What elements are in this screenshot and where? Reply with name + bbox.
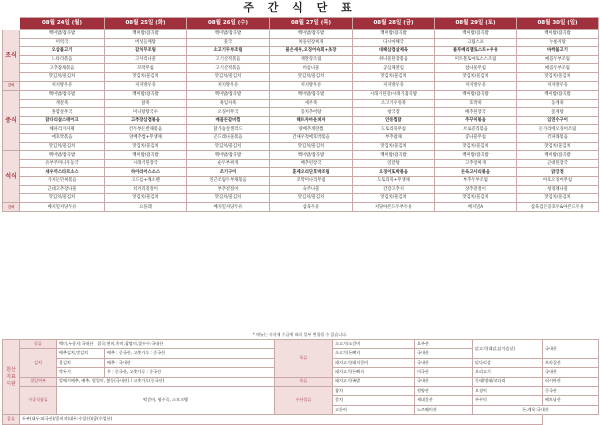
menu-cell: 저지방우유 bbox=[20, 81, 105, 91]
menu-cell: 꽁치추어탕 bbox=[270, 108, 353, 117]
menu-cell: 맛김치/물김치 bbox=[353, 142, 435, 151]
origin-value: 떡갈비, 핑수즉, 스모크햄 bbox=[57, 386, 275, 414]
main-dish: 닭다리살스테이크 bbox=[45, 118, 79, 124]
menu-cell: 백미밥/잡곡밥 bbox=[105, 151, 187, 160]
menu-cell: 백미밥/잡곡밥 bbox=[270, 151, 353, 160]
breakfast-label: 조식 bbox=[3, 30, 20, 82]
main-dish: 소고기두부조림 bbox=[213, 48, 243, 54]
meal-row bbox=[3, 194, 599, 203]
menu-cell: 백미밥/잡곡밥 bbox=[517, 91, 599, 100]
main-dish: 붉은새우,오징어숙회+초장 bbox=[285, 48, 337, 54]
origin-country: 원양산 bbox=[415, 386, 473, 395]
menu-cell: 브로콜리볶음 bbox=[435, 125, 517, 134]
menu-cell: 맛김치/물김치 bbox=[105, 142, 187, 151]
menu-cell: 얼갈탕 bbox=[353, 159, 435, 168]
menu-cell: 베지밀저당두유 bbox=[20, 202, 105, 212]
meal-row bbox=[3, 185, 599, 194]
origin-country: 세네갈산 bbox=[415, 396, 473, 405]
meal-row bbox=[3, 159, 599, 168]
menu-cell bbox=[517, 116, 599, 125]
menu-cell: 차돌된장찌개 bbox=[270, 38, 353, 47]
menu-cell: 백미밥/잡곡밥 bbox=[20, 151, 105, 160]
menu-cell: 근대된장국 bbox=[517, 159, 599, 168]
menu-cell: 간새우젓애호박볶음 bbox=[270, 134, 353, 143]
origin-item: 오징어 bbox=[473, 386, 543, 395]
menu-cell: 해파리겨자채 bbox=[20, 125, 105, 134]
day-header: 08월 26일 (수) bbox=[187, 18, 270, 30]
origin-country: 러시아산 bbox=[543, 377, 599, 386]
menu-cell: 부추두부조림 bbox=[435, 177, 517, 186]
origin-item: 동태/명태/코다리 bbox=[473, 377, 543, 386]
menu-cell: 매콤두부조림 bbox=[517, 64, 599, 73]
menu-cell: 맛김치/물김치 bbox=[270, 142, 353, 151]
origin-item: 소고기/소갈비 bbox=[333, 340, 415, 349]
menu-cell bbox=[105, 168, 187, 177]
main-dish: 오삼불고기 bbox=[51, 48, 73, 54]
menu-cell: 저지방우유 bbox=[517, 81, 599, 91]
menu-cell: 누룽지탕 bbox=[517, 38, 599, 47]
menu-cell: 백미밥/잡곡밥 bbox=[435, 30, 517, 39]
day-header: 08월 27일 (목) bbox=[270, 18, 353, 30]
origin-item: 참치 bbox=[333, 386, 415, 395]
day-header: 08월 24일 (월) bbox=[20, 18, 105, 30]
menu-cell: 맛김치/물김치 bbox=[20, 72, 105, 81]
menu-cell: 백미밥/잡곡밥 bbox=[20, 30, 105, 39]
main-dish: 해뜨자마운퍼자 bbox=[296, 118, 326, 124]
menu-cell: 청국장 bbox=[353, 108, 435, 117]
menu-cell: 계란장조림 bbox=[270, 55, 353, 64]
menu-cell: 저지방우유 bbox=[187, 81, 270, 91]
snack-row bbox=[3, 81, 599, 91]
menu-cell: 상추겉절이 bbox=[435, 185, 517, 194]
snack2-label: 간식 bbox=[3, 202, 20, 212]
main-dish: 갈치무조림 bbox=[135, 48, 156, 54]
origin-country: 국내산 bbox=[543, 340, 599, 359]
menu-cell: 백미밥/잡곡밥 bbox=[20, 91, 105, 100]
menu-cell bbox=[270, 116, 353, 125]
menu-cell: 맛김치/물김치 bbox=[353, 72, 435, 81]
menu-cell: 느타리볶음 bbox=[20, 55, 105, 64]
menu-cell: 삼육두유 bbox=[270, 202, 353, 212]
menu-change-note: * 메뉴는 식자재 수급에 따라 일부 변경될 수 있습니다. bbox=[252, 332, 348, 337]
origin-label-kimchi: 김치 bbox=[20, 349, 57, 377]
menu-cell: 고추잡채볶음 bbox=[20, 64, 105, 73]
menu-cell: 저지방우유 bbox=[353, 81, 435, 91]
origin-item: 닭다리살 bbox=[473, 358, 543, 367]
main-dish: 블루베리잼토스트+우유 bbox=[452, 48, 499, 54]
menu-cell: 맛김치/물김치 bbox=[187, 142, 270, 151]
menu-cell bbox=[435, 116, 517, 125]
menu-cell: 양배추쌈+무생채 bbox=[105, 134, 187, 143]
origin-item: 소고기/돈뼈지 bbox=[333, 349, 415, 358]
meal-row bbox=[3, 91, 599, 100]
meal-row bbox=[3, 108, 599, 117]
main-dish: 대패삼겹살제육 bbox=[378, 48, 409, 54]
menu-cell: 백미밥/잡곡밥 bbox=[435, 151, 517, 160]
menu-cell: 백미밥/잡곡밥 bbox=[187, 91, 270, 100]
origin-item: 물김치 bbox=[57, 358, 105, 367]
menu-cell: 뭇국 bbox=[187, 38, 270, 47]
origin-value: 두부(대두:외국산)/콩비지(대두:수입산)/콩(수입산) bbox=[20, 415, 543, 424]
origin-value: 알배기배추, 배추, 열얼이, 봄동(국내산) / 고춧가루(중국산) bbox=[57, 377, 275, 386]
menu-cell: 백미밥/잡곡밥 bbox=[105, 91, 187, 100]
origin-label-seafood: 수산물류 bbox=[275, 386, 333, 414]
menu-cell: 맛김치/물김치 bbox=[517, 194, 599, 203]
meal-row bbox=[3, 99, 599, 108]
menu-cell: 부추잡채 bbox=[353, 134, 435, 143]
menu-cell: 백미밥/잡곡밥 bbox=[187, 151, 270, 160]
menu-cell: 고기산적볶음 bbox=[187, 64, 270, 73]
menu-cell bbox=[20, 168, 105, 177]
menu-cell: 소고기우엉죽 bbox=[353, 99, 435, 108]
origin-label-meat: 육류 bbox=[275, 340, 333, 378]
main-dish: 안동찜닭 bbox=[385, 118, 402, 124]
origin-side-label: 원산지표시판 bbox=[3, 340, 20, 415]
menu-cell bbox=[435, 47, 517, 56]
menu-cell: 매콤두부조림 bbox=[517, 55, 599, 64]
menu-cell: 흑임자죽 bbox=[187, 99, 270, 108]
origin-country: 브라질산 bbox=[543, 358, 599, 367]
main-dish: 조기구이 bbox=[219, 169, 237, 175]
menu-cell: 건두부돈반채볶음 bbox=[105, 125, 187, 134]
menu-cell: 맛김치/물김치 bbox=[435, 194, 517, 203]
origin-label-rice: 곡류 bbox=[20, 340, 57, 349]
menu-cell: 배추된장국 bbox=[270, 159, 353, 168]
origin-country: 노르웨이산 bbox=[415, 405, 473, 414]
menu-cell: 고드름+깨소렌 bbox=[105, 177, 187, 186]
origin-country: 국내산 bbox=[415, 349, 473, 358]
origin-label-processed: 가공식품류 bbox=[20, 386, 57, 414]
menu-cell: 꽃게탕 bbox=[517, 108, 599, 117]
menu-cell bbox=[105, 116, 187, 125]
menu-cell bbox=[105, 47, 187, 56]
menu-cell: 요플레 bbox=[105, 202, 187, 212]
menu-cell: 맛김치/물김치 bbox=[105, 194, 187, 203]
meal-row bbox=[3, 142, 599, 151]
menu-cell: 백미밥/잡곡밥 bbox=[517, 30, 599, 39]
menu-cell: 닭죽 bbox=[105, 99, 187, 108]
meal-row bbox=[3, 134, 599, 143]
menu-cell: 백미밥/잡곡밥 bbox=[353, 151, 435, 160]
main-dish: 하이라이스소스 bbox=[130, 169, 161, 175]
lunch-label: 중식 bbox=[3, 91, 20, 151]
menu-cell: 저당아몬드두부두유 bbox=[353, 202, 435, 212]
origin-value: 돈,계육:국내산 bbox=[473, 405, 599, 414]
origin-country: 중국산 bbox=[543, 386, 599, 395]
main-dish: 닭강정 bbox=[551, 169, 564, 175]
menu-cell: 유부주머니우동국 bbox=[20, 159, 105, 168]
main-dish: 고추장삼겹볶음 bbox=[130, 118, 161, 124]
origin-table bbox=[2, 339, 599, 425]
origin-label-meat: 육류 bbox=[275, 377, 333, 386]
menu-cell bbox=[353, 47, 435, 56]
menu-cell: 공심채찰임 bbox=[353, 64, 435, 73]
origin-country: 호주산 bbox=[415, 340, 473, 349]
main-dish: 주꾸미볶음 bbox=[465, 118, 486, 124]
menu-cell bbox=[270, 168, 353, 177]
menu-cell: 백미밥/잡곡밥 bbox=[105, 30, 187, 39]
menu-cell: 백미밥/잡곡밥 bbox=[435, 91, 517, 100]
menu-cell: 고기산적볶음 bbox=[187, 55, 270, 64]
menu-cell: 맛김치/물김치 bbox=[270, 72, 353, 81]
main-dish: 오징어또박볶음 bbox=[378, 169, 409, 175]
menu-cell: 버섯들깨탕 bbox=[105, 38, 187, 47]
origin-country: 국내산 bbox=[415, 358, 473, 367]
menu-cell bbox=[270, 47, 353, 56]
meal-row bbox=[3, 55, 599, 64]
page-title: 주 간 식 단 표 bbox=[243, 1, 357, 14]
menu-cell bbox=[517, 47, 599, 56]
menu-cell: 참나물무침 bbox=[435, 64, 517, 73]
menu-cell: 순두부찌개 bbox=[187, 159, 270, 168]
menu-cell: 비름나물 bbox=[270, 64, 353, 73]
menu-cell: 치커리겉절이 bbox=[105, 185, 187, 194]
menu-cell: 맛김치/물김치 bbox=[435, 72, 517, 81]
origin-item: 깍두기 bbox=[57, 368, 105, 377]
main-dish: 임연수구이 bbox=[547, 118, 568, 124]
meal-row bbox=[3, 177, 599, 186]
meal-row bbox=[3, 38, 599, 47]
main-dish: 새우까스타르소스 bbox=[45, 169, 79, 175]
weekly-menu-table bbox=[2, 17, 599, 212]
corner-cell bbox=[3, 18, 20, 30]
menu-cell: 백미밥/잡곡밥 bbox=[270, 91, 353, 100]
menu-cell: 배추된장국 bbox=[435, 108, 517, 117]
menu-cell: 고추장찌개 bbox=[435, 159, 517, 168]
origin-item: 고등어 bbox=[333, 405, 415, 414]
menu-cell: 맛김치/물김치 bbox=[20, 142, 105, 151]
menu-cell: 미역국 bbox=[20, 38, 105, 47]
origin-value: 백미,누룽지:국내산 잡곡:현미,흑미,찹쌀미,찰수수:국내산 bbox=[57, 340, 275, 349]
meal-row bbox=[3, 30, 599, 39]
main-dish: 돈육고사리볶음 bbox=[460, 169, 491, 175]
menu-cell: 도토리묵무침 bbox=[353, 125, 435, 134]
origin-value: 무 : 중국산, 고춧가루 : 중국산 bbox=[105, 368, 275, 377]
menu-cell bbox=[353, 116, 435, 125]
origin-item: 돼지고기/족발 bbox=[333, 377, 415, 386]
menu-cell: 맛김치/물김치 bbox=[517, 142, 599, 151]
menu-cell: 꼬막미나리무침 bbox=[270, 177, 353, 186]
menu-cell: 양배추계란찜 bbox=[270, 125, 353, 134]
menu-cell: 삼육검은콩호두&아몬드두유 bbox=[517, 202, 599, 212]
menu-cell: 맛김치/물김치 bbox=[187, 72, 270, 81]
menu-cell: 아호오징어무침 bbox=[517, 177, 599, 186]
meal-row bbox=[3, 116, 599, 125]
origin-item: 돼지고기/돼지갈비 bbox=[333, 358, 415, 367]
day-header: 08월 29일 (토) bbox=[435, 18, 517, 30]
menu-cell: 호박죽 bbox=[435, 99, 517, 108]
menu-cell: 청경채나물 bbox=[517, 185, 599, 194]
menu-cell bbox=[517, 168, 599, 177]
menu-cell: 계살죽 bbox=[20, 99, 105, 108]
menu-cell: 도토리묵+무생채 bbox=[353, 177, 435, 186]
menu-cell: 베지밀A bbox=[435, 202, 517, 212]
origin-item: 닭고기(대닭,닭가슴살) bbox=[473, 340, 543, 359]
menu-cell: 크림스프 bbox=[435, 38, 517, 47]
menu-cell: 맛김치/물김치 bbox=[270, 194, 353, 203]
menu-cell: 애호박볶음 bbox=[20, 134, 105, 143]
snack-row bbox=[3, 202, 599, 212]
menu-cell: 백미밥/잡곡밥 bbox=[353, 30, 435, 39]
main-dish: 훈제오리단호박조림 bbox=[292, 169, 330, 175]
origin-country: 국내산 bbox=[543, 368, 599, 377]
menu-cell: 미니탕탕국수 bbox=[105, 108, 187, 117]
menu-cell: 부추겉절이 bbox=[187, 185, 270, 194]
origin-item: 오리고기 bbox=[473, 368, 543, 377]
menu-cell bbox=[353, 168, 435, 177]
meal-row bbox=[3, 64, 599, 73]
dinner-label: 석식 bbox=[3, 151, 20, 203]
menu-cell: 꼬막무침 bbox=[105, 64, 187, 73]
day-header: 08월 30일 (일) bbox=[517, 18, 599, 30]
origin-item: 주꾸미 bbox=[473, 396, 543, 405]
origin-label-stew: 절일여부 bbox=[20, 377, 57, 386]
menu-cell: 다시마해국 bbox=[353, 38, 435, 47]
origin-value: 배추 : 국내산 bbox=[105, 358, 275, 367]
origin-country: 베트남산 bbox=[543, 396, 599, 405]
menu-cell: 가지돈민찌볶음 bbox=[20, 177, 105, 186]
menu-cell: 닭가슴살셀러드 bbox=[187, 125, 270, 134]
origin-item: 돼지고기/돈뼈지 bbox=[333, 368, 415, 377]
menu-cell: 취나물된장볶음 bbox=[353, 55, 435, 64]
menu-cell: 연근조림두부채볶음 bbox=[187, 177, 270, 186]
menu-cell: 시래기된장/시래기잡곡밥 bbox=[353, 91, 435, 100]
menu-cell bbox=[187, 47, 270, 56]
meal-row bbox=[3, 72, 599, 81]
menu-cell: 저지방우유 bbox=[435, 81, 517, 91]
menu-cell: 맛김치/물김치 bbox=[353, 194, 435, 203]
meal-row bbox=[3, 168, 599, 177]
menu-cell: 베지밀저당두유 bbox=[187, 202, 270, 212]
day-header: 08월 28일 (금) bbox=[353, 18, 435, 30]
menu-cell bbox=[187, 116, 270, 125]
menu-cell bbox=[20, 116, 105, 125]
menu-cell: 맛김치/물김치 bbox=[20, 194, 105, 203]
menu-cell: 맛김치/물김치 bbox=[105, 72, 187, 81]
main-dish: 바싹불고기 bbox=[547, 48, 568, 54]
menu-cell: 곤드레나물볶음 bbox=[187, 134, 270, 143]
menu-cell: 맛김치/물김치 bbox=[517, 72, 599, 81]
menu-cell: 새우죽 bbox=[270, 99, 353, 108]
day-header: 08월 25일 (화) bbox=[105, 18, 187, 30]
menu-cell: 돈가리에오징어조림 bbox=[517, 125, 599, 134]
menu-cell: 맛김치/물김치 bbox=[435, 142, 517, 151]
menu-cell: 근대고추장나물 bbox=[20, 185, 105, 194]
menu-cell: 홍합살무국 bbox=[20, 108, 105, 117]
menu-cell: 미트볼토마토소스조림 bbox=[435, 55, 517, 64]
menu-cell bbox=[187, 168, 270, 177]
menu-cell: 건파래볶음 bbox=[517, 134, 599, 143]
menu-cell: 콩나물무침 bbox=[435, 134, 517, 143]
menu-cell: 백미밥/잡곡밥 bbox=[187, 30, 270, 39]
origin-country: 미국산 bbox=[415, 368, 473, 377]
meal-row bbox=[3, 151, 599, 160]
menu-cell: 시래기된장국 bbox=[105, 159, 187, 168]
menu-cell: 오징어무국 bbox=[187, 108, 270, 117]
menu-cell: 동계죽 bbox=[517, 99, 599, 108]
origin-item: 갈치 bbox=[333, 396, 415, 405]
menu-cell: 간장고추지 bbox=[353, 185, 435, 194]
menu-cell: 숙주나물 bbox=[270, 185, 353, 194]
menu-cell: 저지방우유 bbox=[270, 81, 353, 91]
menu-cell: 백미밥/잡곡밥 bbox=[517, 151, 599, 160]
origin-value: 배추 : 중국산, 고춧가루 : 중국산 bbox=[105, 349, 275, 358]
origin-item: 배추김치,맛김치 bbox=[57, 349, 105, 358]
menu-cell bbox=[435, 168, 517, 177]
day-header-row bbox=[3, 18, 599, 30]
menu-cell: 저지방우유 bbox=[105, 81, 187, 91]
origin-label-beans: 콩류 bbox=[3, 415, 20, 424]
menu-cell bbox=[20, 47, 105, 56]
snack1-label: 간식 bbox=[3, 81, 20, 91]
origin-country: 국내산 bbox=[415, 377, 473, 386]
main-dish: 매콤돈갈비찜 bbox=[215, 118, 241, 124]
menu-cell: 백미밥/잡곡밥 bbox=[270, 30, 353, 39]
meal-row bbox=[3, 47, 599, 56]
meal-row bbox=[3, 125, 599, 134]
menu-cell: 고사리나물 bbox=[105, 55, 187, 64]
menu-cell: 맛김치/물김치 bbox=[187, 194, 270, 203]
